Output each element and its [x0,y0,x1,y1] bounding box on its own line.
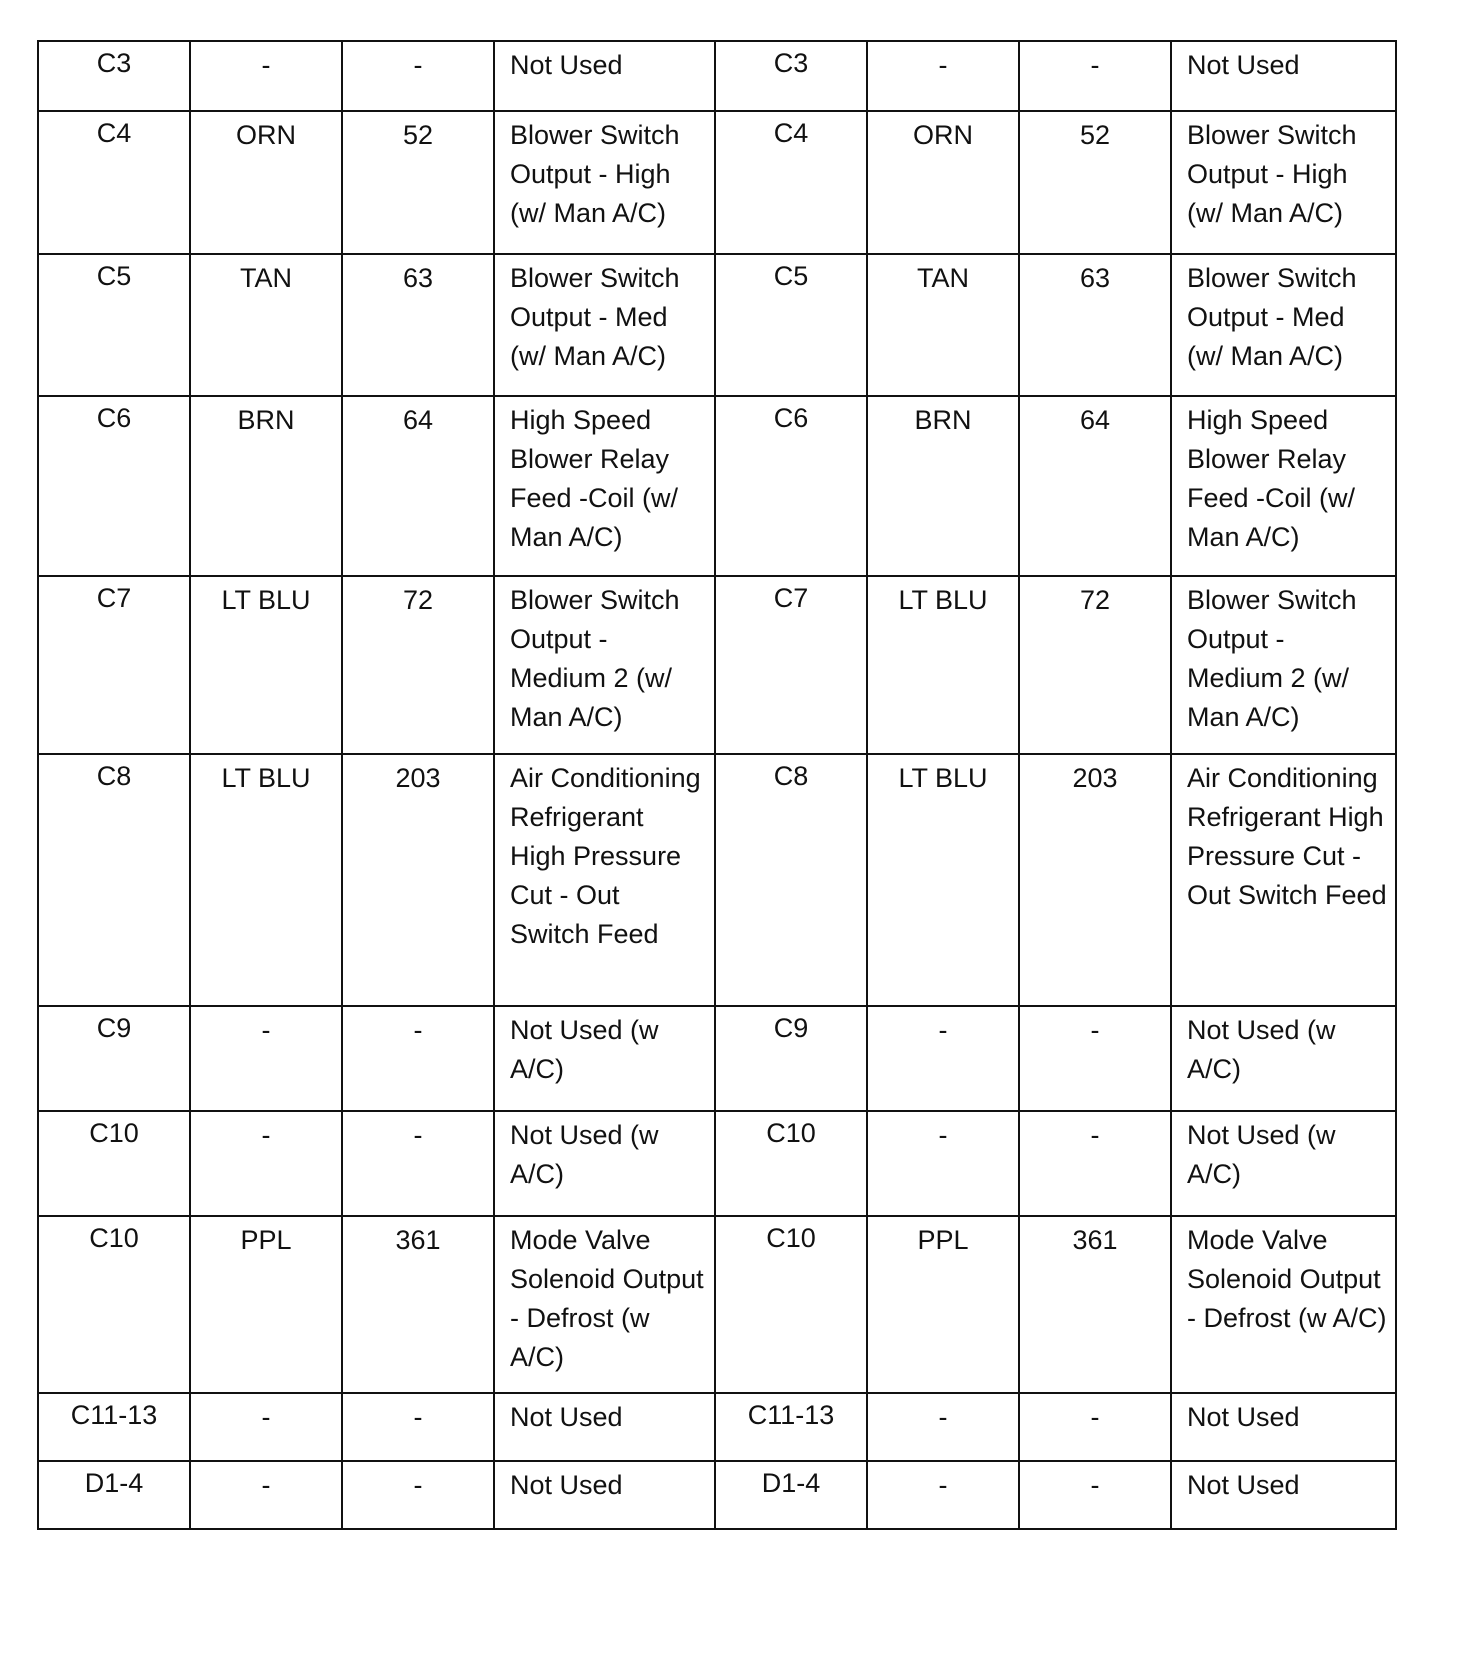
right-function-cell: Mode Valve Solenoid Output - Defrost (w A/C) [1171,1216,1396,1393]
right-wire-color-cell: LT BLU [867,576,1019,754]
left-function-cell: Mode Valve Solenoid Output - Defrost (w A/C) [494,1216,715,1393]
right-wire-color-cell: - [867,1006,1019,1111]
right-circuit-cell: 361 [1019,1216,1171,1393]
left-wire-color-cell: LT BLU [190,576,342,754]
right-wire-color-cell: ORN [867,111,1019,254]
right-circuit-cell: 64 [1019,396,1171,576]
left-function-cell: Blower Switch Output - High (w/ Man A/C) [494,111,715,254]
table-row [38,254,1396,396]
right-function-cell: Blower Switch Output - High (w/ Man A/C) [1171,111,1396,254]
left-wire-color-cell: - [190,41,342,111]
left-wire-color-cell: - [190,1461,342,1529]
right-wire-color-cell: TAN [867,254,1019,396]
left-circuit-cell: - [342,1393,494,1461]
right-wire-color-cell: - [867,41,1019,111]
right-wire-color-cell: BRN [867,396,1019,576]
right-function-cell: Not Used [1171,1393,1396,1461]
left-wire-color-cell: LT BLU [190,754,342,1006]
left-function-cell: Not Used (w A/C) [494,1006,715,1111]
table-row [38,754,1396,1006]
right-circuit-cell: - [1019,1006,1171,1111]
left-circuit-cell: 72 [342,576,494,754]
table-row [38,576,1396,754]
right-wire-color-cell: - [867,1111,1019,1216]
table-body [38,41,1396,1529]
left-cavity-cell: C10 [38,1216,190,1393]
right-cavity-cell: D1-4 [715,1461,867,1529]
left-circuit-cell: 63 [342,254,494,396]
right-function-cell: High Speed Blower Relay Feed -Coil (w/ Man A/C) [1171,396,1396,576]
table-row [38,41,1396,111]
page-bottom-margin [0,1624,1472,1656]
right-function-cell: Not Used [1171,1461,1396,1529]
left-circuit-cell: 52 [342,111,494,254]
right-wire-color-cell: - [867,1461,1019,1529]
right-wire-color-cell: PPL [867,1216,1019,1393]
left-cavity-cell: D1-4 [38,1461,190,1529]
right-cavity-cell: C7 [715,576,867,754]
left-wire-color-cell: BRN [190,396,342,576]
right-cavity-cell: C8 [715,754,867,1006]
left-wire-color-cell: TAN [190,254,342,396]
table-row [38,1111,1396,1216]
left-circuit-cell: - [342,1461,494,1529]
right-cavity-cell: C3 [715,41,867,111]
right-circuit-cell: 52 [1019,111,1171,254]
right-cavity-cell: C6 [715,396,867,576]
right-cavity-cell: C9 [715,1006,867,1111]
left-circuit-cell: - [342,1006,494,1111]
left-circuit-cell: 361 [342,1216,494,1393]
left-function-cell: Not Used [494,41,715,111]
left-wire-color-cell: - [190,1006,342,1111]
right-wire-color-cell: - [867,1393,1019,1461]
left-function-cell: Air Conditioning Refrigerant High Pressure Cut - Out Switch Feed [494,754,715,1006]
right-circuit-cell: 203 [1019,754,1171,1006]
left-wire-color-cell: - [190,1393,342,1461]
left-cavity-cell: C7 [38,576,190,754]
left-wire-color-cell: PPL [190,1216,342,1393]
right-circuit-cell: - [1019,1461,1171,1529]
left-cavity-cell: C9 [38,1006,190,1111]
right-cavity-cell: C10 [715,1216,867,1393]
left-function-cell: Not Used (w A/C) [494,1111,715,1216]
right-cavity-cell: C10 [715,1111,867,1216]
right-circuit-cell: - [1019,1111,1171,1216]
table-row [38,1006,1396,1111]
left-function-cell: High Speed Blower Relay Feed -Coil (w/ Man A/C) [494,396,715,576]
left-function-cell: Blower Switch Output - Med (w/ Man A/C) [494,254,715,396]
right-function-cell: Not Used (w A/C) [1171,1006,1396,1111]
left-function-cell: Not Used [494,1461,715,1529]
table-row [38,111,1396,254]
right-function-cell: Not Used [1171,41,1396,111]
left-function-cell: Not Used [494,1393,715,1461]
left-cavity-cell: C3 [38,41,190,111]
table-row [38,1393,1396,1461]
right-function-cell: Not Used (w A/C) [1171,1111,1396,1216]
table-row [38,1216,1396,1393]
table-row [38,396,1396,576]
right-cavity-cell: C11-13 [715,1393,867,1461]
right-cavity-cell: C5 [715,254,867,396]
table-row [38,1461,1396,1529]
right-circuit-cell: 63 [1019,254,1171,396]
connector-pinout-table [37,40,1397,1530]
right-circuit-cell: 72 [1019,576,1171,754]
right-circuit-cell: - [1019,1393,1171,1461]
left-circuit-cell: - [342,41,494,111]
right-function-cell: Blower Switch Output - Med (w/ Man A/C) [1171,254,1396,396]
left-circuit-cell: 203 [342,754,494,1006]
right-cavity-cell: C4 [715,111,867,254]
left-wire-color-cell: ORN [190,111,342,254]
left-cavity-cell: C10 [38,1111,190,1216]
left-cavity-cell: C5 [38,254,190,396]
left-cavity-cell: C6 [38,396,190,576]
left-wire-color-cell: - [190,1111,342,1216]
left-cavity-cell: C4 [38,111,190,254]
right-function-cell: Air Conditioning Refrigerant High Pressure Cut - Out Switch Feed [1171,754,1396,1006]
right-circuit-cell: - [1019,41,1171,111]
left-circuit-cell: 64 [342,396,494,576]
left-function-cell: Blower Switch Output - Medium 2 (w/ Man A/C) [494,576,715,754]
left-cavity-cell: C11-13 [38,1393,190,1461]
left-circuit-cell: - [342,1111,494,1216]
right-function-cell: Blower Switch Output - Medium 2 (w/ Man A/C) [1171,576,1396,754]
right-wire-color-cell: LT BLU [867,754,1019,1006]
left-cavity-cell: C8 [38,754,190,1006]
